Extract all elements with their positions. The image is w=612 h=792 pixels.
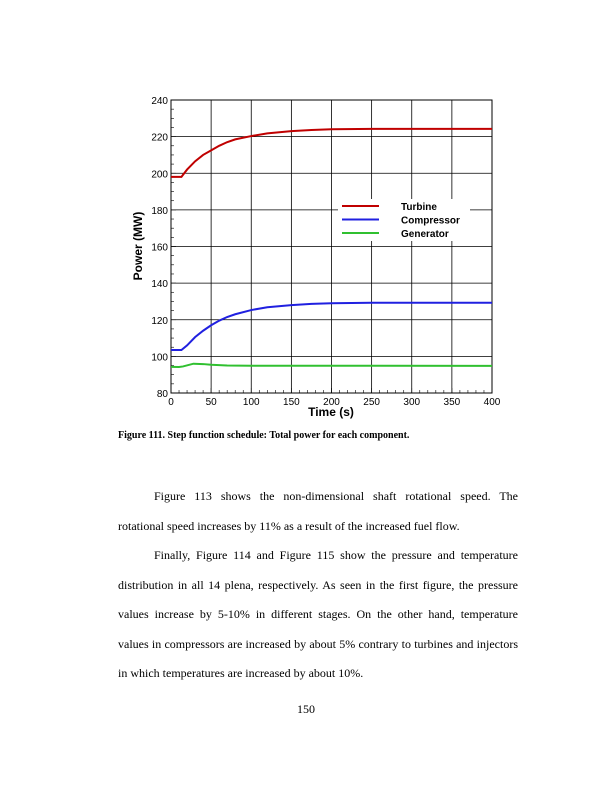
paragraph: Finally, Figure 114 and Figure 115 show the pressure and temperature distribution in all 14 plena, respectively. As seen in the first figure, the pressure values increase by 5-10% in different stages. On the other hand, temperature values in compressors are increased by about 5% contrary to turbines and injectors in which temperatures are increased by about 10%. <box>118 548 518 680</box>
x-tick-label: 350 <box>443 397 461 408</box>
legend-label: Turbine <box>401 202 437 213</box>
body-text <box>118 482 518 689</box>
x-tick-label: 300 <box>403 397 421 408</box>
y-tick-label: 80 <box>156 389 168 400</box>
legend-label: Generator <box>401 229 449 240</box>
x-axis-label: Time (s) <box>308 405 354 419</box>
figure-caption: Figure 111. Step function schedule: Total power for each component. <box>118 430 410 441</box>
y-tick-label: 100 <box>151 352 168 364</box>
y-tick-label: 240 <box>151 96 168 107</box>
x-tick-label: 250 <box>363 397 380 408</box>
y-tick-label: 200 <box>151 169 168 181</box>
x-tick-label: 400 <box>483 397 501 408</box>
y-tick-label: 180 <box>151 205 168 217</box>
x-tick-label: 150 <box>283 397 300 408</box>
page-number: 150 <box>297 702 315 716</box>
y-tick-label: 120 <box>151 315 168 327</box>
y-tick-label: 220 <box>151 132 168 144</box>
legend-label: Compressor <box>401 215 460 227</box>
x-tick-label: 200 <box>323 397 340 408</box>
paragraph: Figure 113 shows the non-dimensional shaft rotational speed. The rotational speed increases by 11% as a result of the increased fuel flow. <box>118 489 518 533</box>
x-tick-label: 100 <box>242 397 260 408</box>
y-tick-label: 160 <box>151 242 168 254</box>
y-tick-label: 140 <box>151 279 168 291</box>
x-tick-label: 0 <box>168 397 174 408</box>
y-axis-label: Power (MW) <box>131 211 145 281</box>
x-tick-label: 50 <box>205 397 217 408</box>
